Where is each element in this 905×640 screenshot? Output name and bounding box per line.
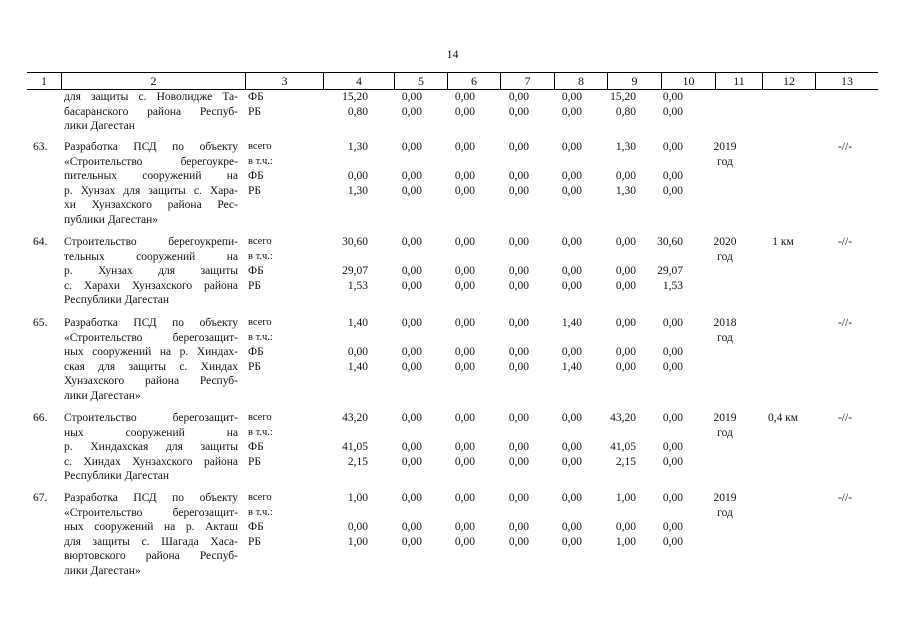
description-line: «Строительство берегозащит- [64, 331, 238, 344]
header-col-1: 1 [41, 74, 47, 88]
row-funding-source [248, 316, 308, 374]
value-cell: 0,00 [662, 317, 683, 329]
value-cell: 0,00 [508, 279, 529, 292]
value-cell: 1,53 [662, 279, 683, 292]
value-cell: 0,00 [561, 455, 582, 468]
value-cell: 0,00 [401, 141, 422, 153]
value-cell: 1,40 [347, 317, 368, 329]
value-cell: 0,00 [662, 360, 683, 373]
value-cell: 0,80 [615, 105, 636, 118]
row-capacity: 0,4 км [767, 412, 799, 424]
header-col-9: 9 [607, 73, 661, 89]
description-line: для защиты с. Новолидже Та- [64, 91, 238, 103]
value-cell: 0,00 [561, 265, 582, 277]
value-cell: 0,00 [508, 535, 529, 548]
funding-source-label: ФБ [248, 170, 264, 182]
description-line: пительных сооружений на [64, 170, 238, 182]
value-cell: 1,30 [347, 141, 368, 153]
header-col-3: 3 [245, 73, 323, 89]
funding-source-label: всего [248, 317, 272, 328]
value-cell: 0,00 [401, 317, 422, 329]
row-description [64, 140, 238, 227]
value-cell: 0,00 [454, 455, 475, 468]
value-cell: 0,00 [508, 265, 529, 277]
row-description [64, 411, 238, 484]
value-cell: 0,00 [662, 346, 683, 358]
value-cell: 0,00 [615, 236, 636, 248]
description-line: «Строительство берегоукре- [64, 155, 238, 168]
value-cell: 0,00 [561, 184, 582, 197]
value-cell: 0,00 [454, 521, 475, 533]
description-line: вюртовского района Респуб- [64, 550, 238, 562]
header-col-10: 10 [661, 73, 715, 89]
funding-source-label: РБ [248, 360, 261, 373]
description-line: с. Харахи Хунзахского района [64, 279, 238, 292]
header-col-6: 6 [447, 73, 500, 89]
description-line: р. Хунзах для защиты [64, 265, 238, 277]
year-line: год [717, 506, 733, 519]
funding-source-label: РБ [248, 535, 261, 548]
description-line: басаранского района Респуб- [64, 105, 238, 118]
value-cell: 0,00 [508, 455, 529, 468]
value-cell: 0,00 [508, 412, 529, 424]
value-cell: 0,00 [401, 360, 422, 373]
value-cell: 1,40 [561, 360, 582, 373]
row-executor: -//- [837, 141, 853, 153]
funding-source-label: ФБ [248, 521, 264, 533]
value-cell: 0,00 [454, 279, 475, 292]
description-line: для защиты с. Шагада Хаса- [64, 535, 238, 548]
value-cell: 0,00 [401, 346, 422, 358]
funding-source-label: в т.ч.: [248, 506, 273, 518]
funding-source-label: в т.ч.: [248, 331, 273, 343]
value-cell: 0,00 [401, 279, 422, 292]
row-year [700, 235, 750, 264]
funding-source-label: ФБ [248, 91, 264, 103]
value-cell: 0,00 [662, 105, 683, 118]
value-cell: 0,00 [615, 279, 636, 292]
funding-source-label: всего [248, 412, 272, 423]
description-line: Республики Дагестан [64, 470, 169, 482]
header-col-2: 2 [61, 73, 245, 89]
funding-source-label: ФБ [248, 441, 264, 453]
value-cell: 0,00 [561, 521, 582, 533]
year-line: год [717, 155, 733, 168]
funding-source-label: всего [248, 236, 272, 247]
value-cell: 0,00 [401, 170, 422, 182]
value-cell: 0,00 [454, 170, 475, 182]
value-cell: 29,07 [657, 265, 683, 277]
value-cell: 0,00 [454, 360, 475, 373]
value-cell: 0,00 [662, 141, 683, 153]
value-cell: 30,60 [342, 236, 368, 248]
header-col-11: 11 [715, 73, 762, 89]
value-cell: 1,00 [615, 492, 636, 504]
funding-source-label: в т.ч.: [248, 155, 273, 167]
description-line: публики Дагестан» [64, 213, 159, 226]
row-number: 67. [33, 492, 48, 504]
description-line: ных сооружений на [64, 426, 238, 439]
value-cell: 0,00 [454, 412, 475, 424]
funding-source-label: в т.ч.: [248, 250, 273, 262]
value-cell: 0,00 [401, 184, 422, 197]
value-cell: 0,80 [347, 105, 368, 118]
value-cell: 0,00 [561, 279, 582, 292]
value-cell: 0,00 [454, 105, 475, 118]
description-line: р. Хунзах для защиты с. Хара- [64, 184, 238, 197]
row-funding-source [248, 140, 308, 198]
value-cell: 0,00 [615, 521, 636, 533]
value-cell: 0,00 [561, 412, 582, 424]
value-cell: 0,00 [615, 317, 636, 329]
funding-source-label: РБ [248, 184, 261, 197]
value-cell: 1,40 [347, 360, 368, 373]
value-cell: 0,00 [508, 441, 529, 453]
year-line: 2019 [713, 412, 737, 424]
value-cell: 41,05 [610, 441, 636, 453]
value-cell: 1,00 [347, 535, 368, 548]
value-cell: 43,20 [342, 412, 368, 424]
value-cell: 0,00 [454, 346, 475, 358]
row-number: 64. [33, 236, 48, 248]
funding-source-label: РБ [248, 455, 261, 468]
value-cell: 0,00 [454, 91, 475, 103]
value-cell: 0,00 [401, 105, 422, 118]
row-number: 65. [33, 317, 48, 329]
value-cell: 0,00 [401, 455, 422, 468]
value-cell: 0,00 [454, 535, 475, 548]
value-cell: 0,00 [561, 170, 582, 182]
value-cell: 0,00 [401, 412, 422, 424]
value-cell: 0,00 [561, 105, 582, 118]
year-line: 2020 [713, 236, 737, 248]
row-description [64, 316, 238, 403]
value-cell: 1,30 [347, 184, 368, 197]
value-cell: 1,40 [561, 317, 582, 329]
funding-source-label: РБ [248, 279, 261, 292]
value-cell: 0,00 [508, 141, 529, 153]
value-cell: 29,07 [342, 265, 368, 277]
value-cell: 0,00 [561, 535, 582, 548]
value-cell: 15,20 [610, 91, 636, 103]
value-cell: 0,00 [662, 441, 683, 453]
value-cell: 41,05 [342, 441, 368, 453]
value-cell: 0,00 [454, 265, 475, 277]
header-col-5: 5 [394, 73, 447, 89]
value-cell: 0,00 [454, 317, 475, 329]
description-line: ных сооружений на р. Акташ [64, 521, 238, 533]
row-funding-source [248, 90, 308, 119]
value-cell: 0,00 [508, 184, 529, 197]
description-line: Строительство берегоукрепи- [64, 236, 238, 248]
row-executor: -//- [837, 412, 853, 424]
value-cell: 30,60 [657, 236, 683, 248]
value-cell: 0,00 [508, 170, 529, 182]
row-executor: -//- [837, 492, 853, 504]
description-line: лики Дагестан» [64, 389, 141, 402]
row-description [64, 90, 238, 134]
value-cell: 0,00 [508, 236, 529, 248]
value-cell: 0,00 [454, 492, 475, 504]
value-cell: 0,00 [454, 441, 475, 453]
description-line: лики Дагестан [64, 120, 135, 132]
header-col-13: 13 [815, 73, 878, 89]
value-cell: 0,00 [561, 91, 582, 103]
header-col-8: 8 [554, 73, 607, 89]
value-cell: 0,00 [508, 317, 529, 329]
value-cell: 0,00 [347, 346, 368, 358]
description-line: тельных сооружений на [64, 250, 238, 263]
value-cell: 0,00 [347, 170, 368, 182]
value-cell: 0,00 [615, 170, 636, 182]
description-line: лики Дагестан» [64, 564, 141, 577]
description-line: Строительство берегозащит- [64, 412, 238, 424]
description-line: Разработка ПСД по объекту [64, 317, 238, 329]
value-cell: 0,00 [508, 492, 529, 504]
funding-source-label: ФБ [248, 346, 264, 358]
year-line: год [717, 426, 733, 439]
header-col-7: 7 [500, 73, 554, 89]
row-year [700, 90, 750, 119]
value-cell: 2,15 [615, 455, 636, 468]
value-cell: 1,30 [615, 141, 636, 153]
value-cell: 43,20 [610, 412, 636, 424]
value-cell: 0,00 [508, 521, 529, 533]
value-cell: 0,00 [662, 535, 683, 548]
value-cell: 0,00 [615, 346, 636, 358]
value-cell: 0,00 [561, 346, 582, 358]
description-line: «Строительство берегозащит- [64, 506, 238, 519]
row-funding-source [248, 491, 308, 549]
row-year [700, 411, 750, 440]
row-description [64, 491, 238, 578]
row-description [64, 235, 238, 308]
header-col-4: 4 [323, 73, 394, 89]
row-funding-source [248, 235, 308, 293]
value-cell: 0,00 [508, 91, 529, 103]
year-line [700, 90, 750, 105]
header-col-12: 12 [762, 73, 815, 89]
value-cell: 0,00 [454, 184, 475, 197]
row-year [700, 316, 750, 345]
value-cell: 15,20 [342, 91, 368, 103]
value-cell: 0,00 [401, 236, 422, 248]
year-line: 2019 [713, 492, 737, 504]
value-cell: 0,00 [508, 360, 529, 373]
description-line: ных сооружений на р. Хиндах- [64, 346, 238, 358]
row-number: 63. [33, 141, 48, 153]
value-cell: 0,00 [662, 412, 683, 424]
row-funding-source [248, 411, 308, 469]
row-executor: -//- [837, 236, 853, 248]
description-line: р. Хиндахская для защиты [64, 441, 238, 453]
description-line: Разработка ПСД по объекту [64, 141, 238, 153]
value-cell: 0,00 [615, 265, 636, 277]
value-cell: 0,00 [561, 441, 582, 453]
value-cell: 0,00 [401, 535, 422, 548]
value-cell: 0,00 [662, 184, 683, 197]
value-cell: 2,15 [347, 455, 368, 468]
row-number: 66. [33, 412, 48, 424]
year-line: год [717, 331, 733, 344]
description-line: ская для защиты с. Хиндах [64, 360, 238, 373]
value-cell: 0,00 [401, 521, 422, 533]
value-cell: 0,00 [561, 236, 582, 248]
value-cell: 0,00 [508, 105, 529, 118]
description-line: с. Хиндах Хунзахского района [64, 455, 238, 468]
row-year [700, 140, 750, 169]
value-cell: 0,00 [454, 236, 475, 248]
row-executor: -//- [837, 317, 853, 329]
value-cell: 0,00 [508, 346, 529, 358]
description-line: Разработка ПСД по объекту [64, 492, 238, 504]
year-line [700, 105, 750, 120]
funding-source-label: всего [248, 492, 272, 503]
value-cell: 0,00 [662, 455, 683, 468]
value-cell: 1,00 [347, 492, 368, 504]
description-line: хи Хунзахского района Рес- [64, 199, 238, 211]
funding-source-label: ФБ [248, 265, 264, 277]
value-cell: 0,00 [401, 492, 422, 504]
year-line: год [717, 250, 733, 263]
value-cell: 0,00 [662, 521, 683, 533]
row-year [700, 491, 750, 520]
table-header [27, 72, 878, 90]
value-cell: 1,00 [615, 535, 636, 548]
value-cell: 1,30 [615, 184, 636, 197]
description-line: Республики Дагестан [64, 294, 169, 306]
value-cell: 0,00 [454, 141, 475, 153]
description-line: Хунзахского района Респуб- [64, 375, 238, 387]
funding-source-label: всего [248, 141, 272, 152]
value-cell: 0,00 [401, 441, 422, 453]
value-cell: 0,00 [401, 265, 422, 277]
page-number: 14 [446, 47, 459, 61]
year-line: 2019 [713, 141, 737, 153]
value-cell: 0,00 [662, 170, 683, 182]
value-cell: 0,00 [662, 492, 683, 504]
value-cell: 0,00 [615, 360, 636, 373]
value-cell: 0,00 [561, 141, 582, 153]
row-capacity: 1 км [772, 236, 794, 248]
year-line: 2018 [713, 317, 737, 329]
value-cell: 0,00 [662, 91, 683, 103]
funding-source-label: РБ [248, 105, 261, 118]
value-cell: 0,00 [401, 91, 422, 103]
value-cell: 0,00 [561, 492, 582, 504]
value-cell: 1,53 [347, 279, 368, 292]
value-cell: 0,00 [347, 521, 368, 533]
funding-source-label: в т.ч.: [248, 426, 273, 438]
